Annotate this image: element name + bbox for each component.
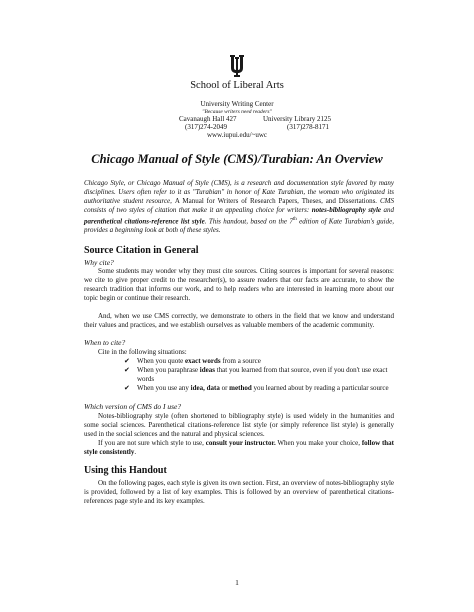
- list-item: ✔ When you use any idea, data or method you learned about by reading a particular source: [124, 384, 389, 392]
- intro-part6: edition of Kate Turabian's guide, provides a beginning look at both of these styles.: [84, 217, 394, 235]
- left-phone: (317)274-2049: [185, 123, 227, 131]
- page-number: 1: [235, 578, 239, 587]
- why-cite-paragraph: Some students may wonder why they must cite sources. Citing sources is important for several reasons: we cite to give proper credit to the researcher(s), to assure readers that our facts are accurate, to show the research tradition that informs our work, and to help readers who are interested in learning more about our topic begin or continue their research.: [84, 267, 394, 302]
- center-url: www.iupui.edu/~uwc: [206, 131, 268, 139]
- list-item: ✔ When you quote exact words from a source: [124, 357, 261, 365]
- list-item: ✔ When you paraphrase ideas that you learned from that source, even if you don't use exact words: [124, 366, 388, 383]
- intro-part5: . This handout, based on the 7: [204, 217, 293, 226]
- university-trident-logo-icon: [227, 54, 247, 78]
- intro-part2: A Manual for Writers of Research Papers, Theses, and Dissertations: [174, 197, 376, 205]
- subheading-why-cite: Why cite?: [84, 258, 114, 267]
- checkmark-icon: ✔: [124, 366, 130, 374]
- which-version-paragraph: Notes-bibliography style (often shortened to bibliography style) is used widely in the humanities and some social sciences. Parenthetical citations-reference list style (or simply reference list style) is generally used in the social sciences and the natural and physical sciences.: [84, 412, 394, 438]
- right-address: University Library 2125: [263, 115, 332, 123]
- subheading-when-to-cite: When to cite?: [84, 338, 126, 347]
- cms-value-paragraph: And, when we use CMS correctly, we demonstrate to others in the field that we know and understand their values and practices, and we establish ourselves as valuable members of the academic community.: [84, 312, 394, 329]
- page-title: Chicago Manual of Style (CMS)/Turabian: An Overview: [91, 152, 383, 166]
- center-name: University Writing Center: [200, 100, 274, 108]
- intro-part3: . CMS consists of two styles of citation that make it an appealing choice for writers:: [84, 197, 394, 214]
- consult-instructor-paragraph: If you are not sure which style to use, consult your instructor. When you make your choice, follow that style consistently.: [84, 439, 395, 456]
- using-handout-paragraph: On the following pages, each style is given its own section. First, an overview of notes-bibliography style is provided, followed by a list of key examples. This is followed by an overview of parenthetical citations-references page style and its key examples.: [84, 479, 394, 505]
- left-address: Cavanaugh Hall 427: [179, 115, 237, 123]
- intro-part4: and: [381, 206, 395, 214]
- cite-intro: Cite in the following situations:: [98, 348, 187, 356]
- intro-bold2: parenthetical citations-reference list style: [84, 217, 205, 226]
- tagline: "Because writers need readers": [202, 109, 272, 115]
- checkmark-icon: ✔: [124, 384, 130, 392]
- intro-paragraph: [84, 179, 394, 235]
- right-phone: (317)278-8171: [287, 123, 329, 131]
- school-name: School of Liberal Arts: [190, 80, 284, 91]
- intro-part1: Chicago Style, or Chicago Manual of Style (CMS), is a research and documentation style favored by many disciplines. Users often refer to it as "Turabian" in honor of Kate Turabian, the woman who originated its authoritative student resource,: [84, 179, 394, 205]
- section-heading-source-citation: Source Citation in General: [84, 245, 199, 256]
- subheading-which-version: Which version of CMS do I use?: [84, 402, 182, 411]
- intro-bold1: notes-bibliography style: [311, 206, 382, 214]
- checkmark-icon: ✔: [124, 357, 130, 365]
- intro-sup: th: [292, 217, 297, 222]
- cite-bullet-list: [124, 357, 394, 393]
- section-heading-using-handout: Using this Handout: [84, 465, 167, 476]
